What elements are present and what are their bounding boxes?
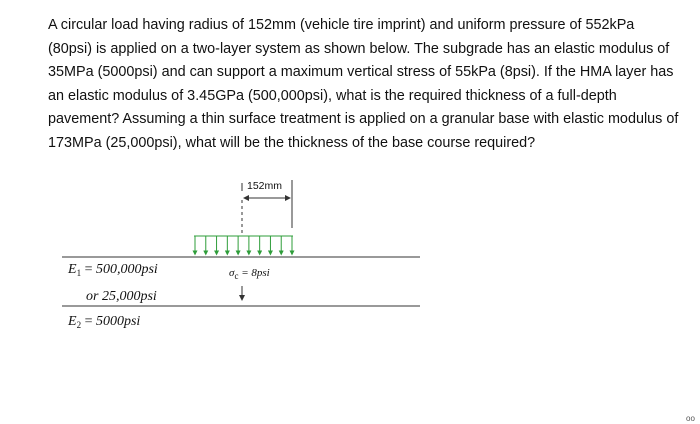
layer1-equals: =	[81, 262, 96, 277]
layer1-symbol: E	[68, 262, 77, 277]
problem-line-1: A circular load having radius of 152mm (vehicle tire imprint) and uniform pressure of 552kPa	[48, 17, 635, 33]
problem-line-4: an elastic modulus of 3.45GPa (500,000psi), what is the required thickness of a full-depth	[48, 87, 617, 104]
problem-line-6: 173MPa (25,000psi), what will be the thickness of the base course required?	[48, 134, 536, 151]
problem-line-5: pavement? Assuming a thin surface treatment is applied on a granular base with elastic modulus of	[48, 111, 679, 128]
layer2-modulus	[68, 314, 140, 330]
corner-mark: oo	[686, 414, 695, 423]
layer1-value: 500,000psi	[95, 262, 158, 277]
radius-label: 152mm	[247, 180, 283, 192]
layer2-equals: =	[81, 314, 96, 329]
uniform-pressure-load	[194, 236, 293, 253]
layer2-subscript: 2	[76, 320, 82, 330]
stress-equals: =	[238, 267, 252, 279]
problem-line-2: (80psi) is applied on a two-layer system as shown below. The subgrade has an elastic modulus of	[48, 40, 670, 57]
stress-symbol: σ	[229, 267, 235, 279]
layer1-subscript: 1	[76, 268, 82, 278]
problem-line-3: 35MPa (5000psi) and can support a maximum vertical stress of 55kPa (8psi). If the HMA layer has	[48, 64, 674, 81]
layer2-value: 5000psi	[95, 314, 141, 329]
subgrade-stress-label	[229, 267, 270, 281]
stress-value: 8psi	[251, 267, 270, 279]
layer1-alt-modulus: or 25,000psi	[86, 289, 157, 304]
stress-subscript: c	[234, 271, 239, 281]
load-arrows	[195, 236, 292, 253]
layer2-symbol: E	[68, 314, 77, 329]
layer1-modulus	[68, 262, 158, 278]
